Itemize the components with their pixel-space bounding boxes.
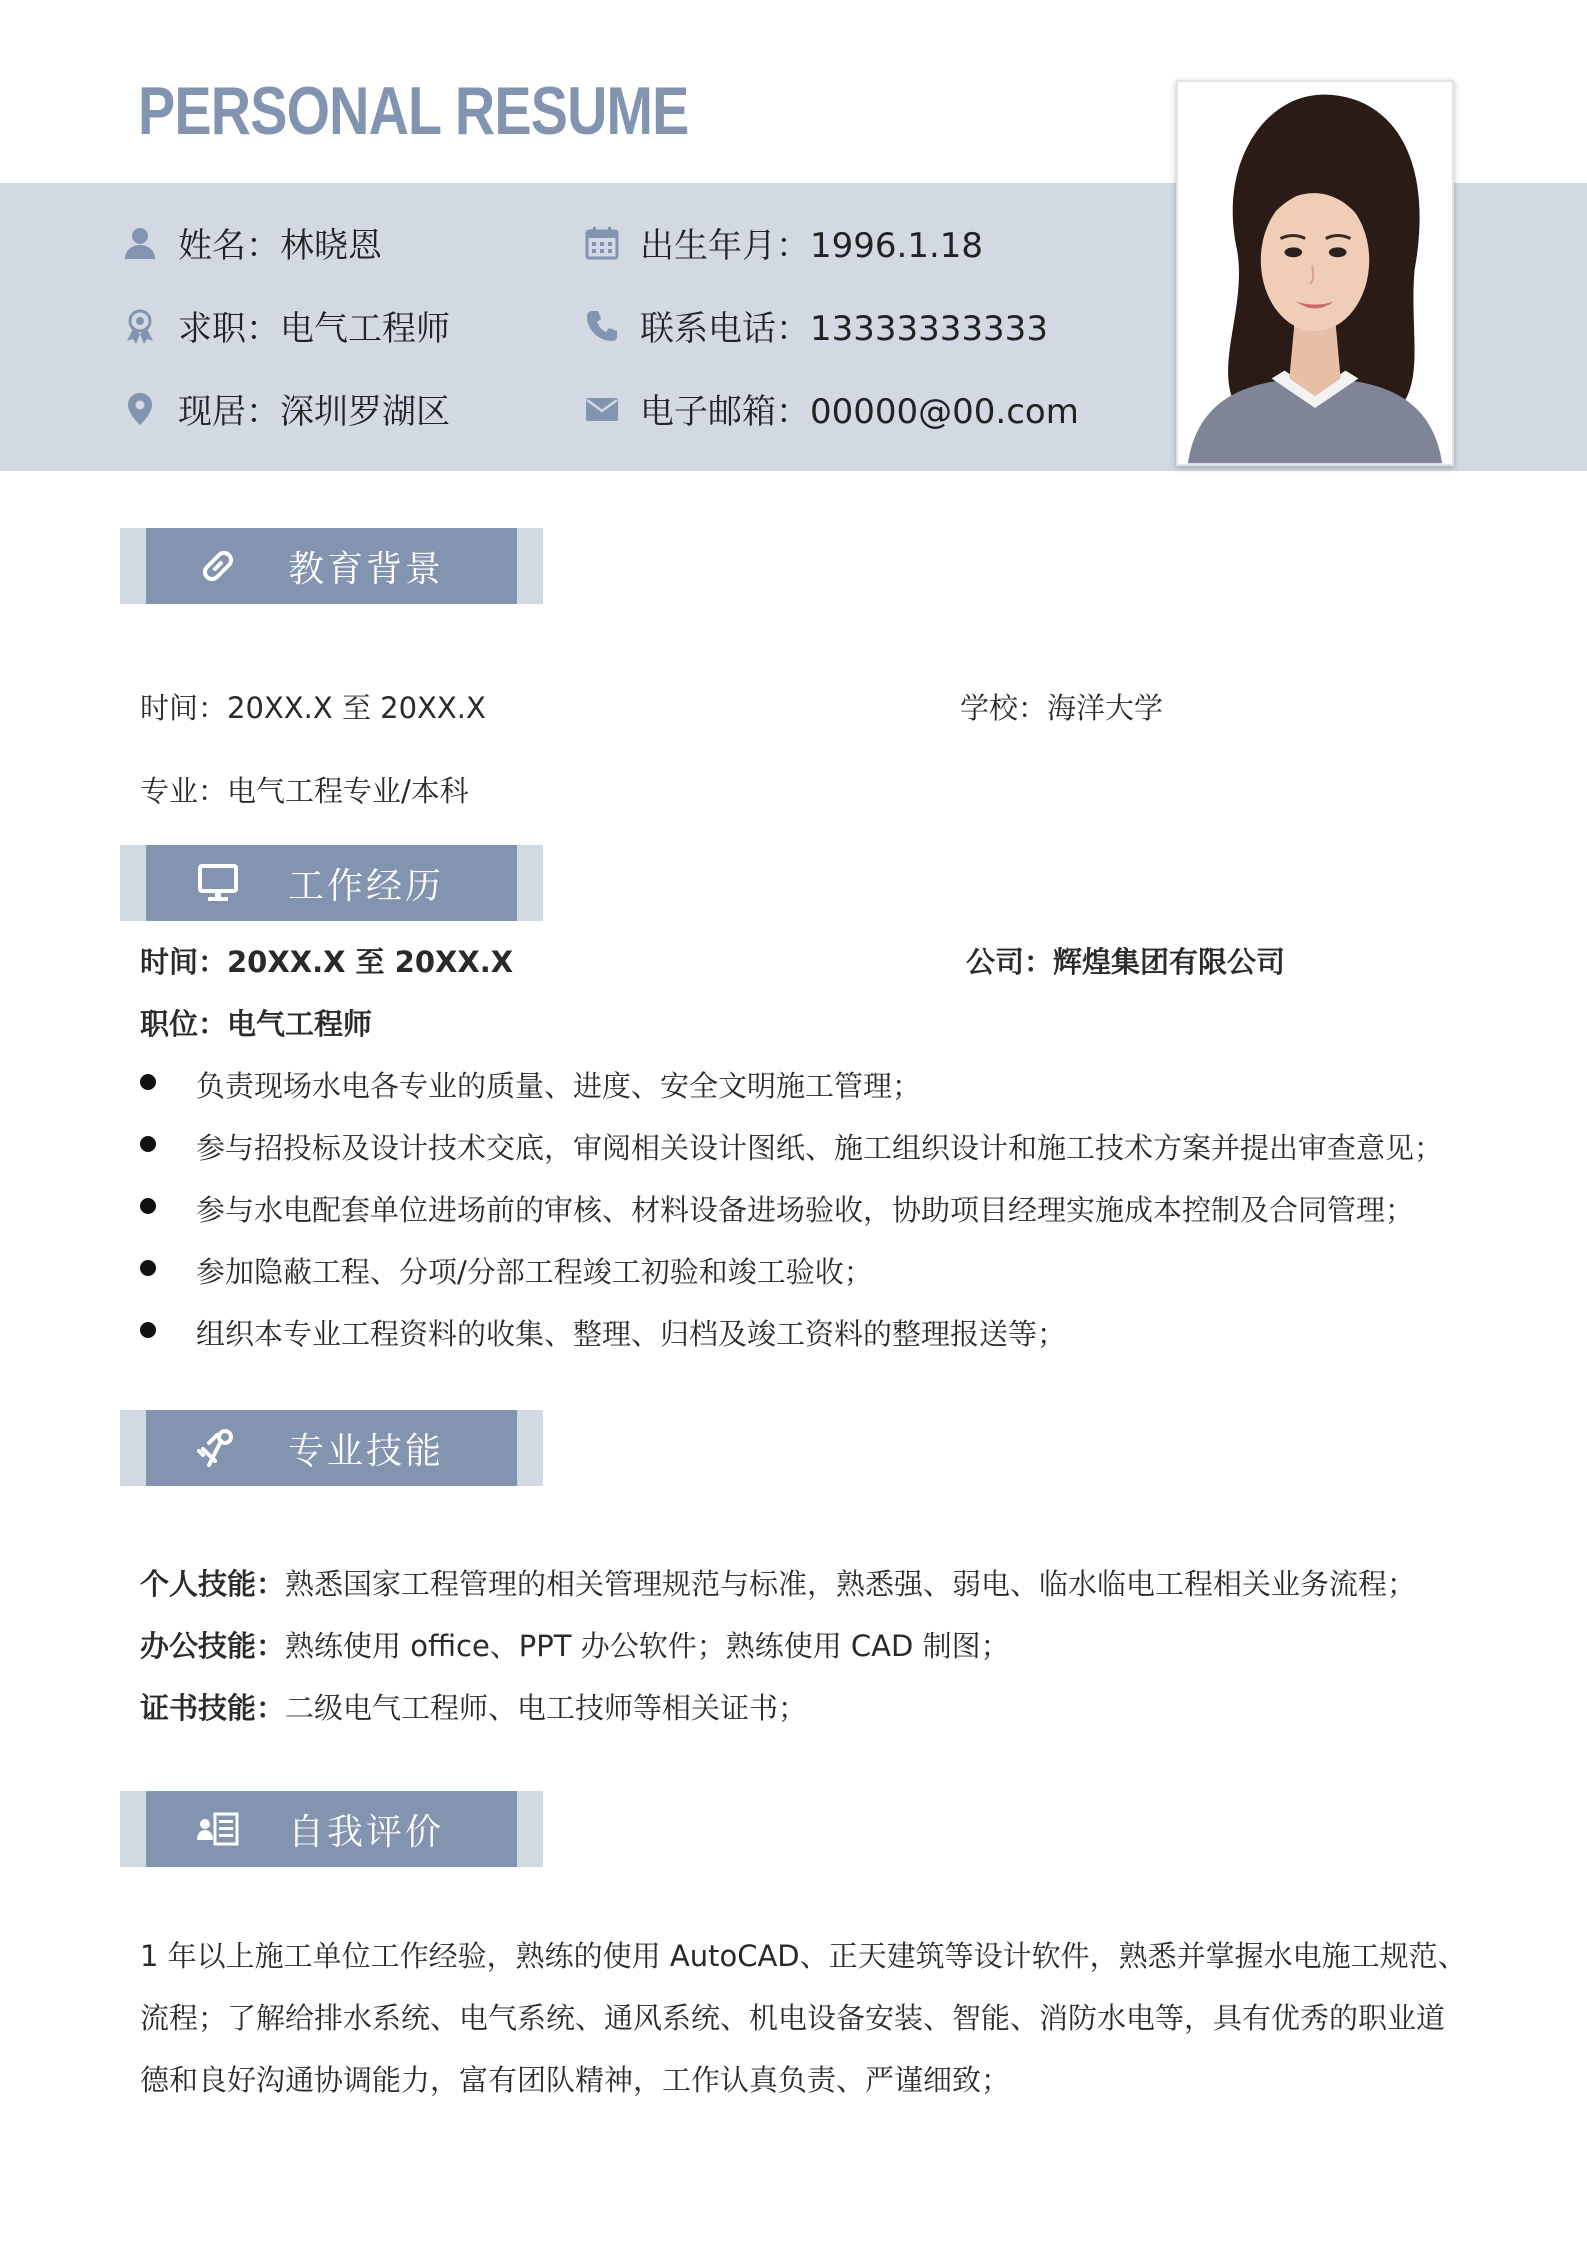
work-company: 公司：辉煌集团有限公司	[966, 945, 1286, 979]
phone-text: 联系电话：13333333333	[640, 309, 1048, 349]
work-time: 时间：20XX.X 至 20XX.X	[140, 945, 514, 979]
duty-item: 组织本专业工程资料的收集、整理、归档及竣工资料的整理报送等；	[196, 1317, 1067, 1351]
person-icon	[120, 223, 160, 263]
skill-office-text: 熟练使用 office、PPT 办公软件；熟练使用 CAD 制图；	[285, 1629, 1010, 1663]
phone-icon	[582, 306, 622, 346]
duty-item: 负责现场水电各专业的质量、进度、安全文明施工管理；	[196, 1069, 922, 1103]
birth-text: 出生年月：1996.1.18	[640, 226, 984, 266]
job-text: 求职：电气工程师	[178, 309, 450, 349]
calendar-icon	[582, 223, 622, 263]
edu-major: 专业：电气工程专业/本科	[140, 774, 469, 808]
info-birth	[582, 218, 983, 267]
duty-item: 参与水电配套单位进场前的审核、材料设备进场验收，协助项目经理实施成本控制及合同管理；	[196, 1193, 1415, 1227]
monitor-icon	[188, 853, 248, 913]
bullet	[140, 1136, 156, 1152]
skill-personal-label: 个人技能：	[140, 1567, 286, 1601]
work-position: 职位：电气工程师	[140, 1007, 373, 1041]
skill-personal	[140, 1562, 1416, 1603]
email-text: 电子邮箱：00000@00.com	[640, 392, 1079, 432]
self-eval-text: 1 年以上施工单位工作经验，熟练的使用 AutoCAD、正天建筑等设计软件，熟悉并掌握水电施工规范、流程；了解给排水系统、电气系统、通风系统、机电设备安装、智能、消防水电等，具有优秀的职业道德和良好沟通协调能力，富有团队精神，工作认真负责、严谨细致；	[140, 1939, 1467, 2097]
info-job	[120, 301, 450, 350]
skill-cert-text: 二级电气工程师、电工技师等相关证书；	[285, 1691, 808, 1725]
link-icon	[188, 536, 248, 596]
section-skills-header	[120, 1410, 543, 1486]
bullet	[140, 1074, 156, 1090]
edu-time: 时间：20XX.X 至 20XX.X	[140, 691, 486, 725]
location-icon	[120, 389, 160, 429]
info-location	[120, 384, 450, 433]
location-text: 现居：深圳罗湖区	[178, 392, 450, 432]
section-self-header	[120, 1791, 543, 1867]
profile-photo	[1176, 80, 1454, 466]
info-phone	[582, 301, 1048, 350]
section-education-header	[120, 528, 543, 604]
section-work-header	[120, 845, 543, 921]
duty-item: 参与招投标及设计技术交底，审阅相关设计图纸、施工组织设计和施工技术方案并提出审查意见；	[196, 1131, 1444, 1165]
section-title: 工作经历	[288, 865, 445, 907]
name-text: 姓名：林晓恩	[178, 226, 382, 266]
section-title: 专业技能	[288, 1430, 445, 1472]
skill-office-label: 办公技能：	[140, 1629, 286, 1663]
skill-cert-label: 证书技能：	[140, 1691, 286, 1725]
section-title: 自我评价	[288, 1811, 445, 1853]
bullet	[140, 1198, 156, 1214]
bullet	[140, 1322, 156, 1338]
section-title: 教育背景	[288, 548, 445, 590]
profile-list-icon	[188, 1799, 248, 1859]
duty-item: 参加隐蔽工程、分项/分部工程竣工初验和竣工验收；	[196, 1255, 873, 1289]
skill-office	[140, 1624, 1010, 1665]
award-icon	[120, 306, 160, 346]
page-title: PERSONAL RESUME	[138, 73, 689, 149]
skill-cert	[140, 1686, 807, 1727]
mail-icon	[582, 389, 622, 429]
skill-personal-text: 熟悉国家工程管理的相关管理规范与标准，熟悉强、弱电、临水临电工程相关业务流程；	[285, 1567, 1417, 1601]
info-name	[120, 218, 382, 267]
tools-icon	[188, 1418, 248, 1478]
bullet	[140, 1260, 156, 1276]
info-email	[582, 384, 1079, 433]
edu-school: 学校：海洋大学	[960, 691, 1164, 725]
